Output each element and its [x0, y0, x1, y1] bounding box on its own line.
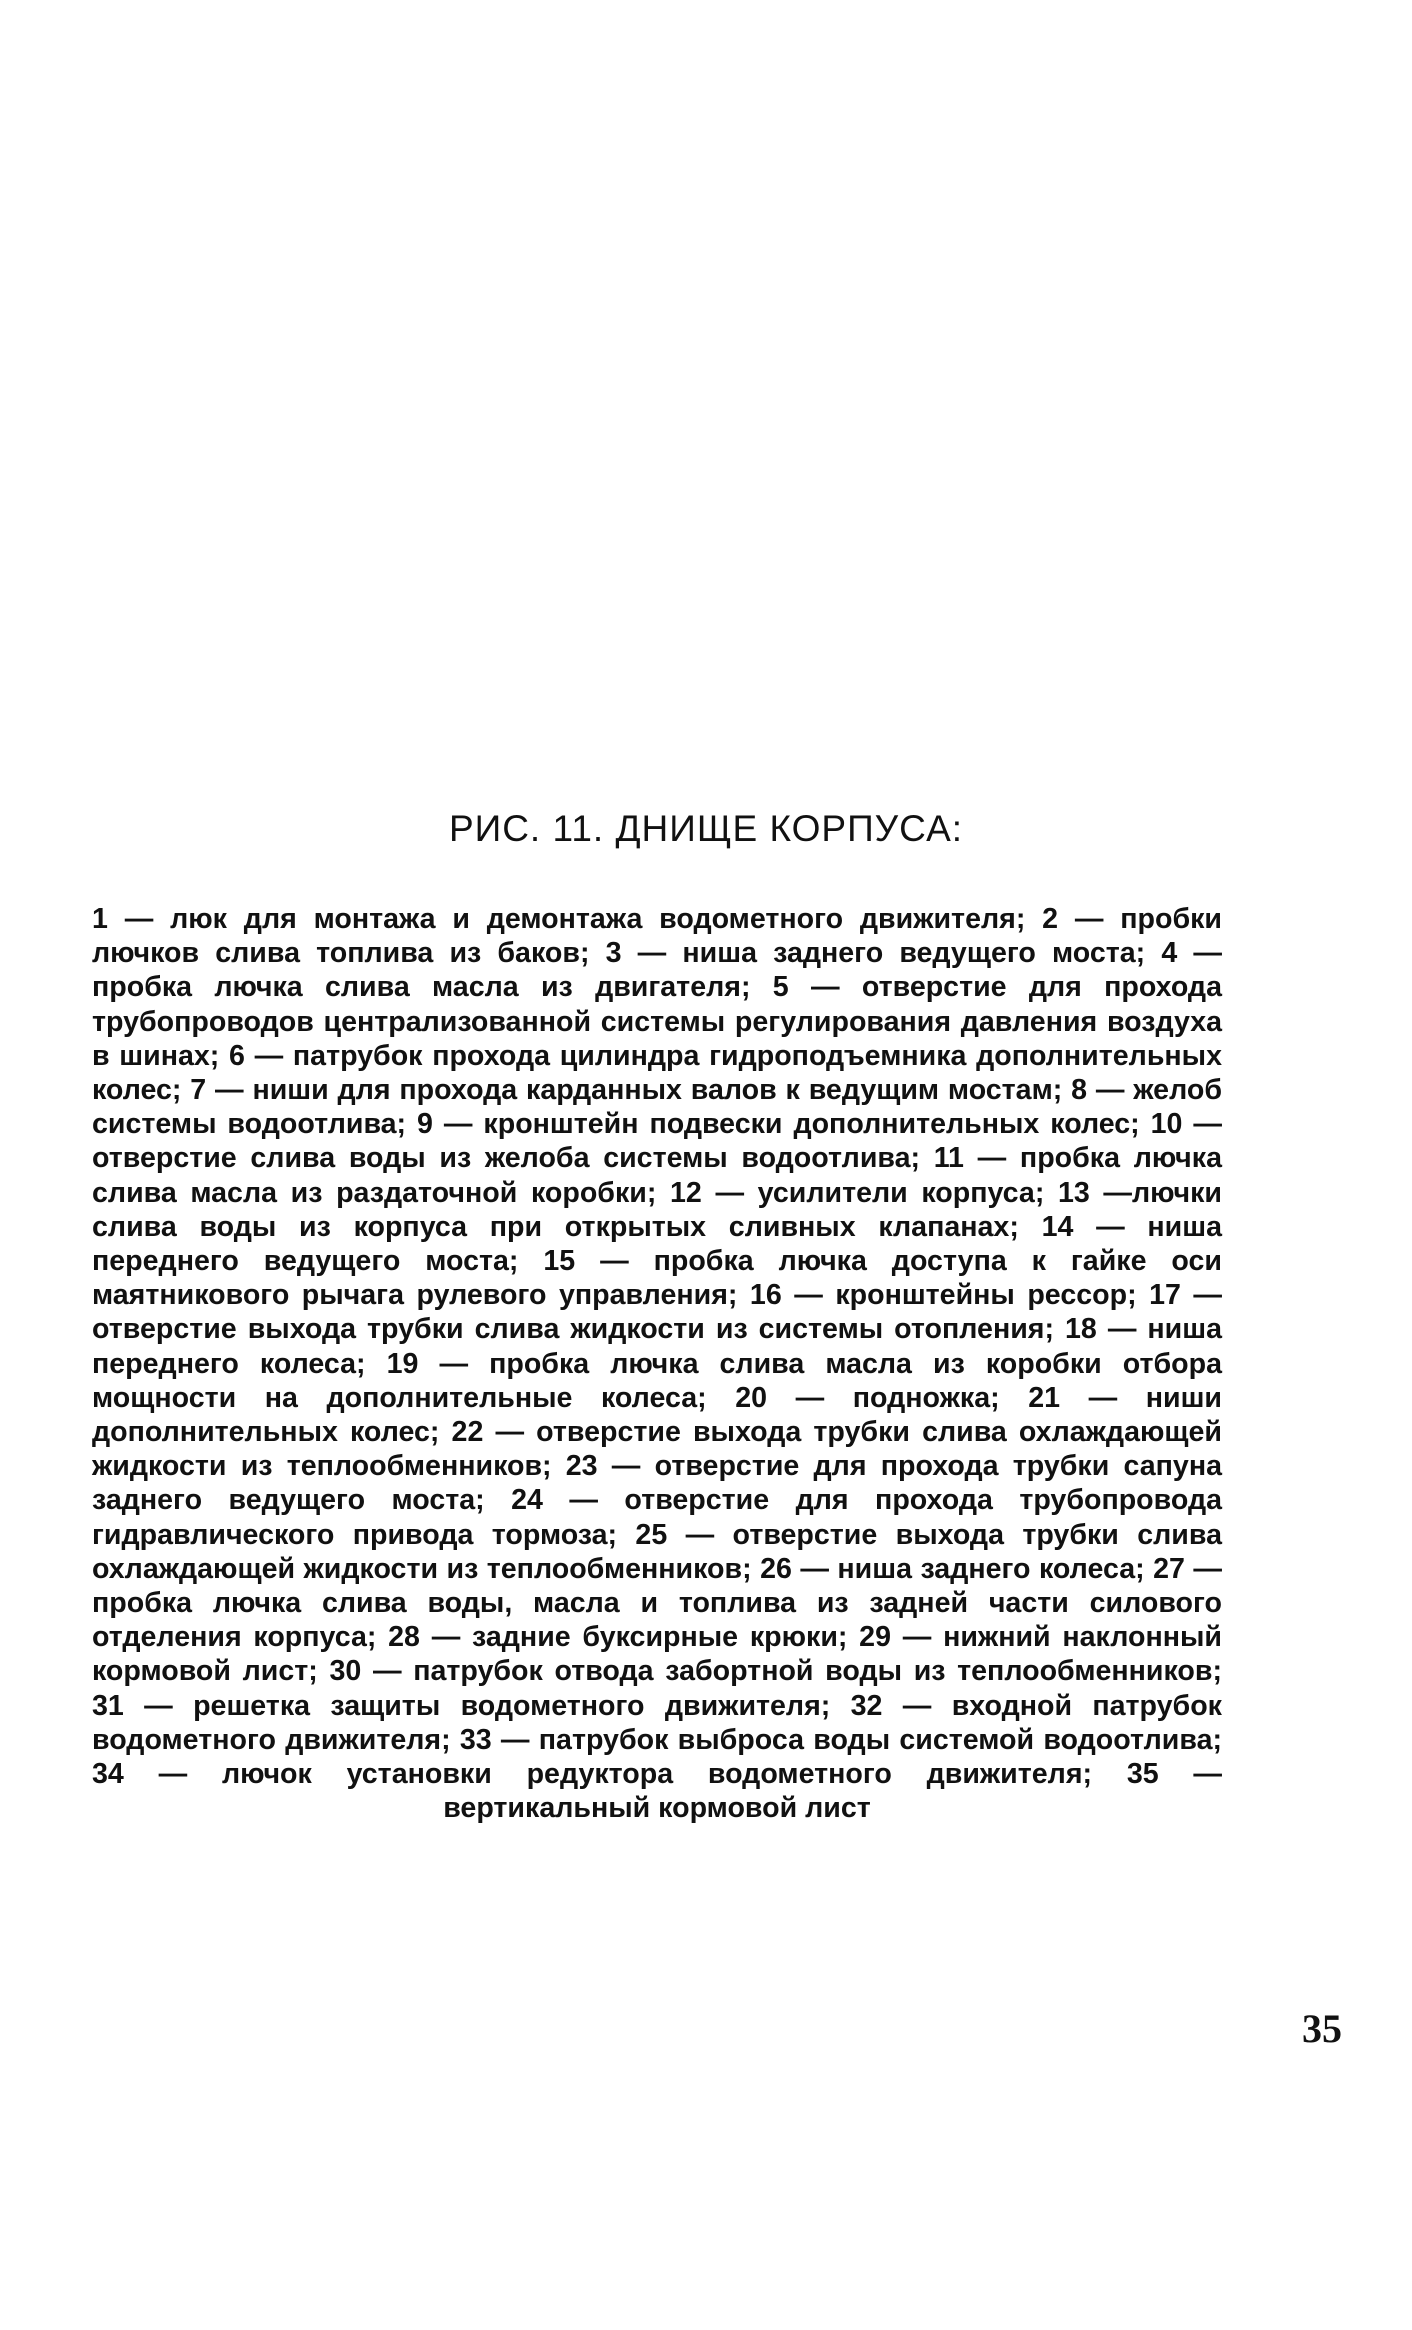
page-number: 35	[1302, 2006, 1342, 2051]
figure-title: РИС. 11. ДНИЩЕ КОРПУСА:	[448, 808, 964, 849]
figure-legend: 1 — люк для монтажа и демонтажа водометного движителя; 2 — пробки лючков слива топлива из баков; 3 — ниша заднего ведущего моста; 4 — пробка лючка слива масла из двигателя; 5 — отверстие для прохода трубопроводов централизованной системы регулирования давления воздуха в шинах; 6 — патрубок прохода цилиндра гидроподъемника дополнительных колес; 7 — ниши для прохода карданных валов к ведущим мостам; 8 — желоб системы водоотлива; 9 — кронштейн подвески дополнительных колес; 10 — отверстие слива воды из желоба системы водоотлива; 11 — пробка лючка слива масла из раздаточной коробки; 12 — усилители корпуса; 13 —лючки слива воды из корпуса при открытых сливных клапанах; 14 — ниша переднего ведущего моста; 15 — пробка лючка доступа к гайке оси маятникового рычага рулевого управления; 16 — кронштейны рессор; 17 — отверстие выхода трубки слива жидкости из системы отопления; 18 — ниша переднего колеса; 19 — пробка лючка слива масла из коробки отбора мощности на дополнительные колеса; 20 — подножка; 21 — ниши дополнительных колес; 22 — отверстие выхода трубки слива охлаждающей жидкости из теплообменников; 23 — отверстие для прохода трубки сапуна заднего ведущего моста; 24 — отверстие для прохода трубопровода гидравлического привода тормоза; 25 — отверстие выхода трубки слива охлаждающей жидкости из теплообменников; 26 — ниша заднего колеса; 27 — пробка лючка слива воды, масла и топлива из задней части силового отделения корпуса; 28 — задние буксирные крюки; 29 — нижний наклонный кормовой лист; 30 — патрубок отвода забортной воды из теплообменников; 31 — решетка защиты водометного движителя; 32 — входной патрубок водометного движителя; 33 — патрубок выброса воды системой водоотлива; 34 — лючок установки редуктора водометного движителя; 35 — вертикальный кормовой лист	[92, 903, 1222, 1825]
